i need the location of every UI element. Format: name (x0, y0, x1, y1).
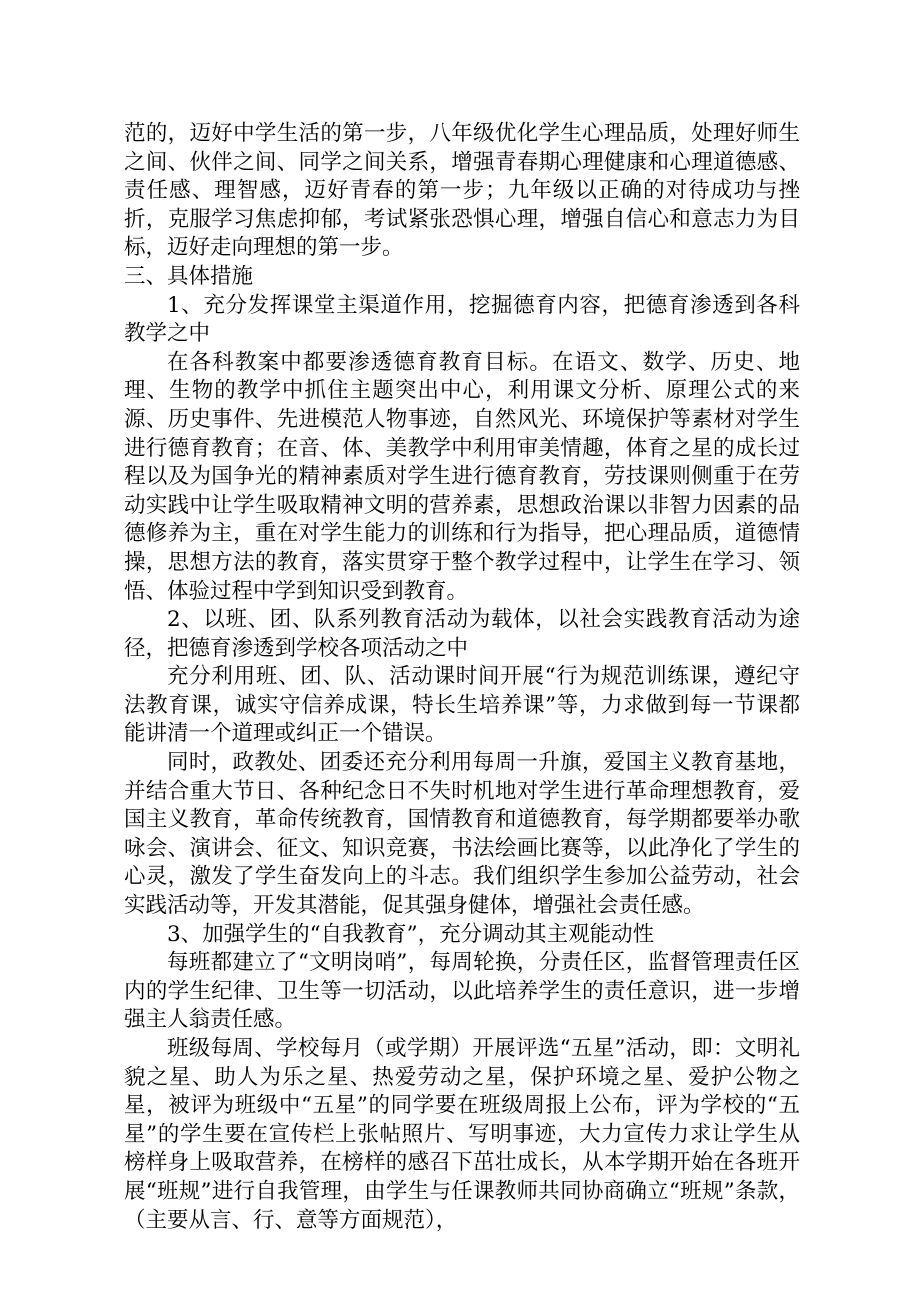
measure-2-body-b: 同时，政教处、团委还充分利用每周一升旗，爱国主义教育基地，并结合重大节日、各种纪念日不失时机地对学生进行革命理想教育，爱国主义教育，革命传统教育，国情教育和道德教育，每学期都要举办歌咏会、演讲会、征文、知识竞赛，书法绘画比赛等，以此净化了学生的心灵，激发了学生奋发向上的斗志。我们组织学生参加公益劳动，社会实践活动等，开发其潜能，促其强身健体，增强社会责任感。 (124, 750, 800, 919)
section-heading-specific-measures: 三、具体措施 (124, 263, 254, 289)
measure-2-body-a: 充分利用班、团、队、活动课时间开展“行为规范训练课，遵纪守法教育课，诚实守信养成课，特长生培养课”等，力求做到每一节课都能讲清一个道理或纠正一个错误。 (124, 664, 800, 747)
measure-3-heading: 3、加强学生的“自我教育”，充分调动其主观能动性 (167, 921, 655, 947)
document-page (124, 120, 800, 1235)
measure-3-body-b: 班级每周、学校每月（或学期）开展评选“五星”活动，即：文明礼貌之星、助人为乐之星、热爱劳动之星，保护环境之星、爱护公物之星，被评为班级中“五星”的同学要在班级周报上公布，评为学校的“五星”的学生要在宣传栏上张帖照片、写明事迹，大力宣传力求让学生从榜样身上吸取营养，在榜样的感召下茁壮成长，从本学期开始在各班开展“班规”进行自我管理，由学生与任课教师共同协商确立“班规”条款，（主要从言、行、意等方面规范）， (124, 1036, 800, 1233)
measure-1-body: 在各科教案中都要渗透德育教育目标。在语文、数学、历史、地理、生物的教学中抓住主题突出中心，利用课文分析、原理公式的来源、历史事件、先进模范人物事迹，自然风光、环境保护等素材对学生进行德育教育；在音、体、美教学中利用审美情趣，体育之星的成长过程以及为国争光的精神素质对学生进行德育教育，劳技课则侧重于在劳动实践中让学生吸取精神文明的营养素，思想政治课以非智力因素的品德修养为主，重在对学生能力的训练和行为指导，把心理品质，道德情操，思想方法的教育，落实贯穿于整个教学过程中，让学生在学习、领悟、体验过程中学到知识受到教育。 (124, 349, 800, 604)
measure-2-heading: 2、以班、团、队系列教育活动为载体，以社会实践教育活动为途径，把德育渗透到学校各项活动之中 (124, 607, 800, 661)
measure-1-heading: 1、充分发挥课堂主渠道作用，挖掘德育内容，把德育渗透到各科教学之中 (124, 292, 800, 347)
measure-3-body-a: 每班都建立了“文明岗哨”，每周轮换，分责任区，监督管理责任区内的学生纪律、卫生等一切活动，以此培养学生的责任意识，进一步增强主人翁责任感。 (124, 950, 800, 1033)
paragraph-intro-continued: 范的，迈好中学生活的第一步，八年级优化学生心理品质，处理好师生之间、伙伴之间、同学之间关系，增强青春期心理健康和心理道德感、责任感、理智感，迈好青春的第一步；九年级以正确的对待成功与挫折，克服学习焦虑抑郁，考试紧张恐惧心理，增强自信心和意志力为目标，迈好走向理想的第一步。 (124, 121, 800, 261)
